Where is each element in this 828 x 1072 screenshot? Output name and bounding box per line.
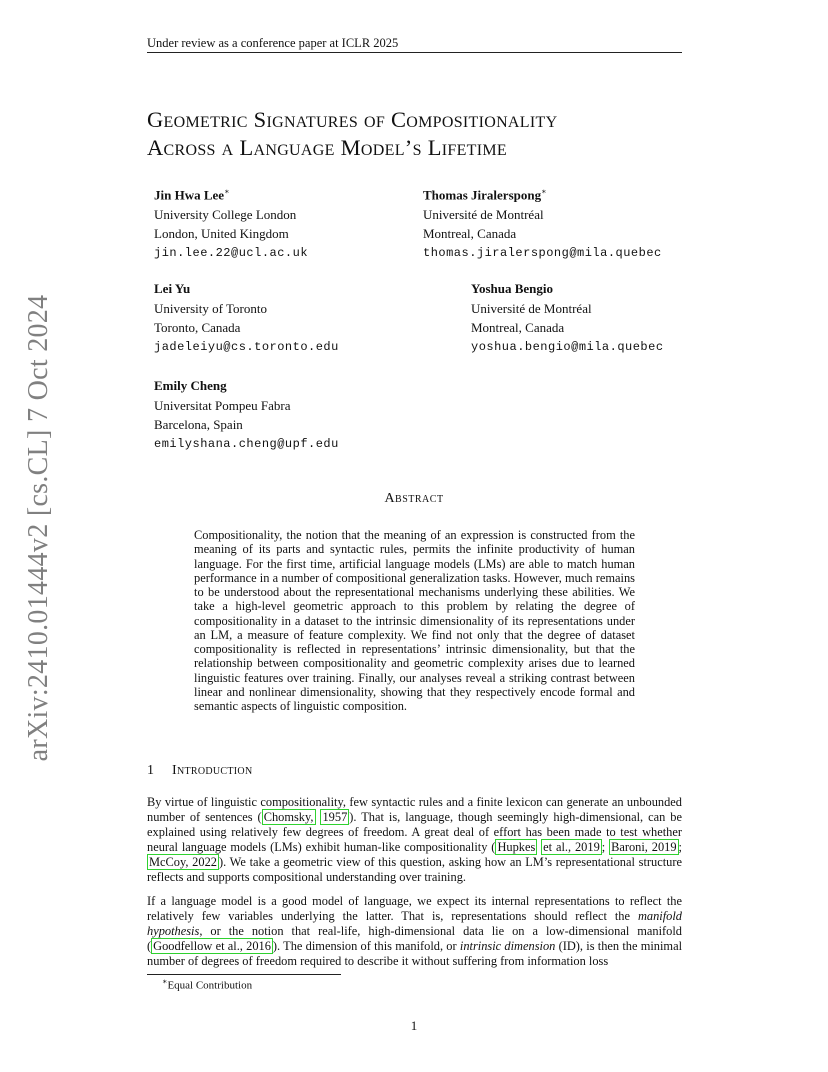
author-block	[423, 182, 662, 263]
running-head: Under review as a conference paper at ICLR 2025	[147, 36, 399, 50]
paragraph-text: , or the notion that real-life, high-dimensional data lie on a low-dimensional manifold (	[147, 924, 682, 953]
author-affiliation: Universitat Pompeu Fabra	[154, 397, 291, 413]
equal-contribution-mark: ∗	[224, 187, 230, 196]
paragraph-text: By virtue of linguistic compositionality, few syntactic rules and a finite lexicon can generate an unbounded number of sentences (	[147, 795, 682, 824]
citation-link[interactable]: Goodfellow et al., 2016	[153, 939, 271, 953]
title-line-1: Geometric Signatures of Compositionality	[147, 107, 558, 132]
emphasis-text: manifold hypothesis	[147, 909, 682, 938]
header-rule	[147, 52, 682, 53]
footnote-mark: ∗	[162, 977, 168, 986]
author-location: Montreal, Canada	[423, 226, 517, 242]
abstract-heading: Abstract	[384, 491, 444, 506]
author-block	[154, 376, 339, 454]
emphasis-text: intrinsic dimension	[459, 939, 556, 953]
author-email[interactable]: jadeleiyu@cs.toronto.edu	[154, 339, 339, 354]
paragraph-text: ;	[678, 840, 682, 854]
author-block	[154, 182, 308, 263]
paragraph-text: ). That is, language, though seemingly high-dimensional, can be explained using relatively few degrees of freedom. A great deal of effort has been made to test whether neural language models (LMs) exhibit human-like compositionality (	[147, 810, 682, 854]
author-name: Lei Yu	[154, 281, 191, 296]
author-affiliation: University College London	[154, 206, 297, 222]
citation-link[interactable]: Hupkes	[497, 840, 536, 854]
arxiv-stamp-text: arXiv:2410.01444v2 [cs.CL] 7 Oct 2024	[23, 294, 54, 762]
author-location: London, United Kingdom	[154, 226, 289, 242]
author-block	[471, 279, 664, 357]
author-name: Thomas Jiralerspong	[423, 187, 542, 203]
abstract-text: Compositionality, the notion that the meaning of an expression is constructed from the meaning of its parts and syntactic rules, permits the infinite productivity of human language. For the first time, artificial language models (LMs) are able to match human performance in a number of compositional generalization tasks. However, much remains to be understood about the representational mechanisms underlying these abilities. We take a high-level geometric approach to this problem by relating the degree of compositionality in a dataset to the intrinsic dimensionality of its representations under an LM, a measure of feature complexity. We find not only that the degree of dataset compositionality is reflected in representations’ intrinsic dimensionality, but that the relationship between compositionality and geometric complexity arises due to learned linguistic features over training. Finally, our analyses reveal a striking contrast between linear and nonlinear dimensionality, showing that they respectively encode formal and semantic aspects of linguistic composition.	[194, 528, 635, 713]
paragraph-text: ;	[601, 840, 610, 854]
citation-link[interactable]: Chomsky,	[263, 810, 314, 824]
title-line-2: Across a Language Model’s Lifetime	[147, 135, 507, 160]
author-name: Emily Cheng	[154, 378, 227, 393]
author-affiliation: Université de Montréal	[423, 206, 544, 222]
paragraph-text: ). We take a geometric view of this question, asking how an LM’s representational structure reflects and supports compositional understanding over training.	[147, 855, 682, 884]
author-affiliation: Université de Montréal	[471, 300, 592, 316]
equal-contribution-mark: ∗	[541, 187, 547, 196]
author-location: Montreal, Canada	[471, 320, 565, 335]
author-email[interactable]: jin.lee.22@ucl.ac.uk	[154, 245, 309, 260]
citation-link[interactable]: McCoy, 2022	[149, 855, 217, 869]
author-block	[154, 279, 339, 357]
paper-title	[147, 106, 707, 162]
author-location: Toronto, Canada	[154, 320, 241, 335]
author-email[interactable]: yoshua.bengio@mila.quebec	[471, 339, 664, 354]
section-title: Introduction	[172, 763, 253, 778]
author-location: Barcelona, Spain	[154, 417, 243, 432]
author-email[interactable]: emilyshana.cheng@upf.edu	[154, 436, 339, 451]
footnote-rule	[147, 974, 341, 975]
footnote-text: Equal Contribution	[167, 979, 253, 992]
paragraph-text: If a language model is a good model of language, we expect its internal representations to reflect the relatively few variables underlying the latter. That is, representations should reflect the	[147, 894, 682, 923]
citation-link[interactable]: Baroni, 2019	[611, 840, 677, 854]
intro-paragraph-2	[147, 894, 682, 969]
citation-link[interactable]: 1957	[322, 810, 348, 824]
footnote	[162, 977, 252, 992]
section-number: 1	[147, 763, 154, 778]
paragraph-text: ). The dimension of this manifold, or	[272, 939, 460, 953]
citation-link[interactable]: et al., 2019	[543, 840, 600, 854]
page-number: 1	[410, 1018, 418, 1033]
author-email[interactable]: thomas.jiralerspong@mila.quebec	[423, 245, 662, 260]
author-name: Jin Hwa Lee	[154, 187, 225, 203]
paragraph-text: (ID), is then the minimal number of degrees of freedom required to describe it without suffering from information loss	[147, 939, 683, 968]
author-affiliation: University of Toronto	[154, 300, 267, 316]
intro-paragraph-1	[147, 795, 682, 885]
author-name: Yoshua Bengio	[471, 281, 553, 296]
section-heading	[147, 763, 252, 779]
